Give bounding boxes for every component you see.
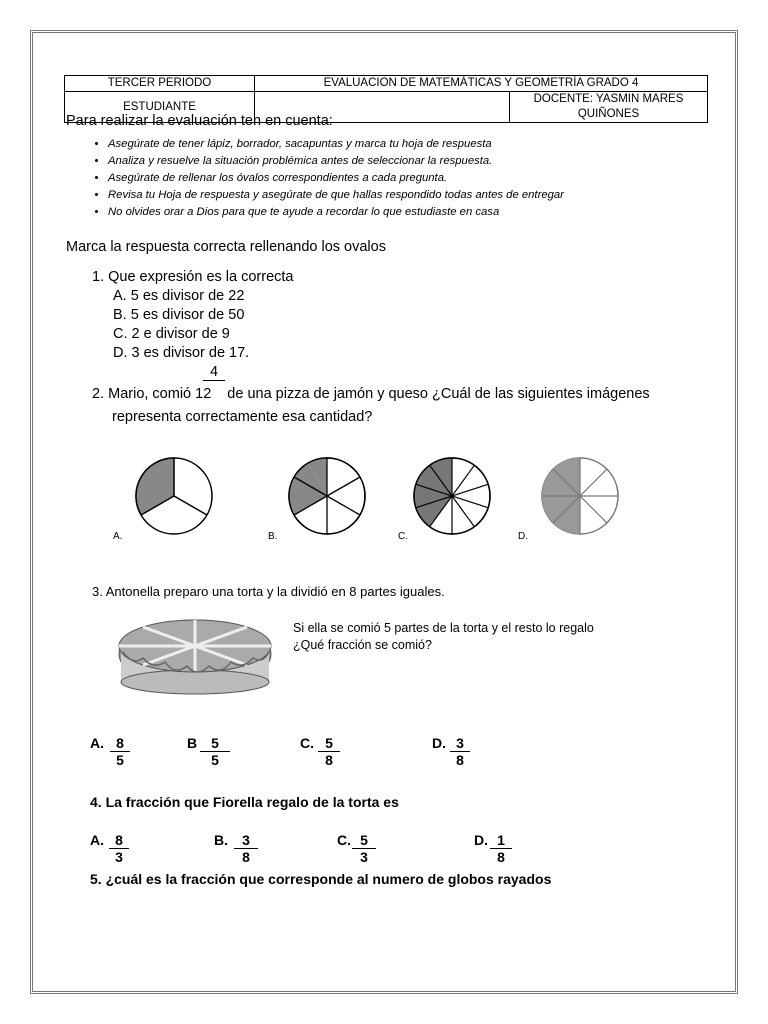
teacher-cell: DOCENTE: YASMIN MARES QUIÑONES (510, 92, 708, 123)
rule-item: • No olvides orar a Dios para que te ayude a recordar lo que estudiaste en casa (108, 204, 564, 221)
instruction-text: Marca la respuesta correcta rellenando los ovalos (66, 239, 386, 255)
denominator: 5 (211, 752, 219, 768)
question-4-text: 4. La fracción que Fiorella regalo de la torta es (90, 794, 399, 810)
q2-line1-a: 2. Mario, comió 12 (92, 386, 212, 402)
period-cell: TERCER PERIODO (65, 76, 255, 92)
q3-option-d-label[interactable]: D. (432, 735, 446, 751)
q3-option-c-fraction[interactable] (318, 735, 340, 769)
numerator: 5 (200, 735, 230, 752)
pie-c-image[interactable] (408, 452, 498, 542)
q1-option-d[interactable]: D. 3 es divisor de 17. (113, 345, 250, 361)
q4-option-d-fraction[interactable] (490, 832, 512, 866)
intro-text: Para realizar la evaluación ten en cuenta: (66, 113, 333, 129)
cake-image (113, 606, 283, 698)
q2-fraction-numerator: 4 (203, 364, 225, 381)
q4-option-a-fraction[interactable] (109, 832, 129, 866)
q2-line1-b: de una pizza de jamón y queso ¿Cuál de las siguientes imágenes (227, 386, 650, 402)
question-2-text-line2: representa correctamente esa cantidad? (112, 409, 373, 425)
pie-b-image[interactable] (283, 452, 373, 542)
q4-option-d-label[interactable]: D. (474, 832, 488, 848)
q3-option-c-label[interactable]: C. (300, 735, 314, 751)
denominator: 5 (116, 752, 124, 768)
q1-option-b[interactable]: B. 5 es divisor de 50 (113, 307, 245, 323)
rule-item: • Revisa tu Hoja de respuesta y asegúrate de que hallas respondido todas antes de entregar (108, 187, 564, 204)
q3-option-b-fraction[interactable] (200, 735, 230, 769)
q3-detail-line1: Si ella se comió 5 partes de la torta y el resto lo regalo (293, 621, 594, 635)
pie-d-label: D. (518, 531, 528, 542)
q4-option-c-label[interactable]: C. (337, 832, 351, 848)
rule-item: • Asegúrate de tener lápiz, borrador, sacapuntas y marca tu hoja de respuesta (108, 136, 564, 153)
denominator: 8 (242, 849, 250, 865)
pie-b-label: B. (268, 531, 278, 542)
numerator: 1 (490, 832, 512, 849)
q1-option-c[interactable]: C. 2 e divisor de 9 (113, 326, 230, 342)
denominator: 8 (497, 849, 505, 865)
rules-list (86, 136, 564, 221)
numerator: 3 (450, 735, 470, 752)
rule-item: • Analiza y resuelve la situación problémica antes de seleccionar la respuesta. (108, 153, 564, 170)
q4-option-b-label[interactable]: B. (214, 832, 228, 848)
numerator: 8 (109, 832, 129, 849)
q4-option-c-fraction[interactable] (352, 832, 376, 866)
numerator: 8 (110, 735, 130, 752)
denominator: 3 (115, 849, 123, 865)
question-3-detail (293, 620, 594, 654)
pie-d-image[interactable] (536, 452, 626, 542)
q3-detail-line2: ¿Qué fracción se comió? (293, 638, 432, 652)
q1-option-a[interactable]: A. 5 es divisor de 22 (113, 288, 245, 304)
numerator: 5 (352, 832, 376, 849)
denominator: 8 (325, 752, 333, 768)
student-label-cell: ESTUDIANTE (65, 92, 255, 123)
question-1 (92, 268, 294, 363)
denominator: 3 (360, 849, 368, 865)
question-3-text: 3. Antonella preparo una torta y la dividió en 8 partes iguales. (92, 584, 445, 599)
q4-option-a-label[interactable]: A. (90, 832, 104, 848)
numerator: 3 (234, 832, 258, 849)
question-5-text: 5. ¿cuál es la fracción que corresponde al numero de globos rayados (90, 871, 552, 887)
rule-item: • Asegúrate de rellenar los óvalos correspondientes a cada pregunta. (108, 170, 564, 187)
q3-option-a-label[interactable]: A. (90, 735, 104, 751)
denominator: 8 (456, 752, 464, 768)
question-2-text (92, 386, 650, 402)
q3-option-a-fraction[interactable] (110, 735, 130, 769)
question-1-text: 1. Que expresión es la correcta (92, 269, 294, 285)
pie-c-label: C. (398, 531, 408, 542)
q4-option-b-fraction[interactable] (234, 832, 258, 866)
q3-option-b-label[interactable]: B (187, 735, 198, 751)
pie-a-image[interactable] (130, 452, 220, 542)
numerator: 5 (318, 735, 340, 752)
q3-option-d-fraction[interactable] (450, 735, 470, 769)
pie-a-label: A. (113, 531, 123, 542)
title-cell: EVALUACION DE MATEMÁTICAS Y GEOMETRÍA GRADO 4 (255, 76, 708, 92)
